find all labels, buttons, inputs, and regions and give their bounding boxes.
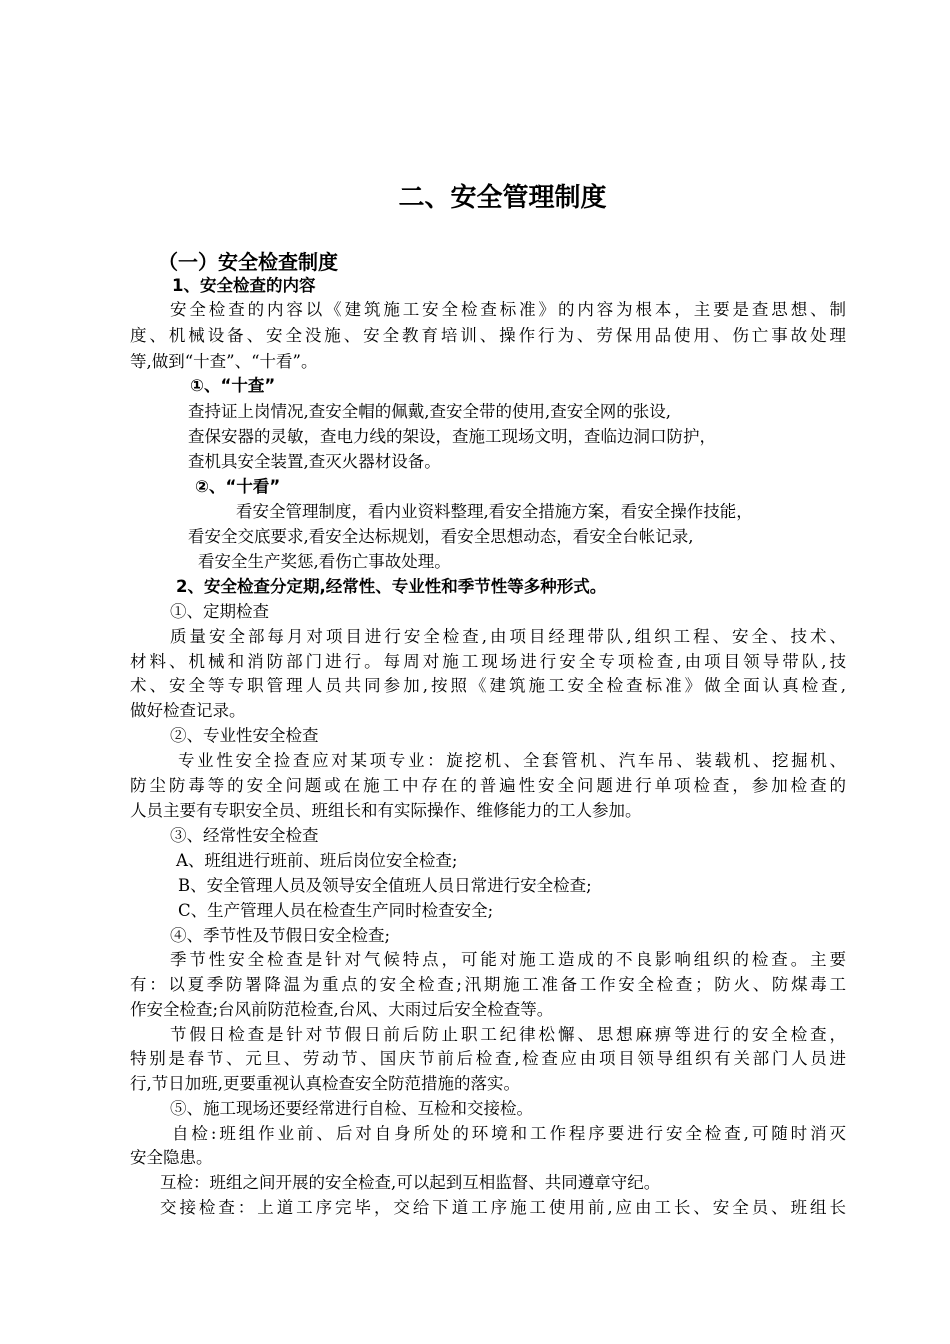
ten-looks-heading: ②、“十看” (195, 477, 281, 496)
ten-checks-line-2: 查保安器的灵敏，查电力线的架设，查施工现场文明，查临边洞口防护， (188, 427, 716, 446)
ten-checks-line-1: 查持证上岗情况,查安全帽的佩戴,查安全带的使用,查安全网的张设, (188, 402, 671, 421)
site-heading: ⑤、施工现场还要经常进行自检、互检和交接检。 (170, 1099, 533, 1118)
special-heading: ②、专业性安全检查 (170, 726, 319, 745)
seasonal-para-line-1: 季节性安全检查是针对气候特点，可能对施工造成的不良影响组织的检查。主要 (170, 950, 846, 969)
periodic-heading: ①、定期检查 (170, 602, 269, 621)
periodic-para-line-3: 术、安全等专职管理人员共同参加,按照《建筑施工安全检查标准》做全面认真检查, (130, 676, 846, 695)
regular-item-b: B、安全管理人员及领导安全值班人员日常进行安全检查; (178, 876, 592, 895)
self-check-line-2: 安全隐患。 (130, 1148, 213, 1167)
section-heading: （一）安全检查制度 (158, 250, 338, 274)
ten-looks-line-3: 看安全生产奖惩,看伤亡事故处理。 (198, 552, 451, 571)
special-para-line-2: 防尘防毒等的安全问题或在施工中存在的普遍性安全问题进行单项检查，参加检查的 (130, 776, 846, 795)
ten-checks-line-3: 查机具安全装置,查灭火器材设备。 (188, 452, 441, 471)
holiday-para-line-1: 节假日检查是针对节假日前后防止职工纪律松懈、思想麻痹等进行的安全检查， (170, 1025, 846, 1044)
holiday-para-line-2: 特别是春节、元旦、劳动节、国庆节前后检查,检查应由项目领导组织有关部门人员进 (130, 1049, 846, 1068)
item1-heading: 1、安全检查的内容 (172, 276, 316, 295)
seasonal-heading: ④、季节性及节假日安全检查; (170, 926, 391, 945)
seasonal-para-line-2: 有：以夏季防署降温为重点的安全检查;汛期施工准备工作安全检查；防火、防煤毒工 (130, 975, 846, 994)
mutual-check: 互检：班组之间开展的安全检查,可以起到互相监督、共同遵章守纪。 (160, 1173, 661, 1192)
regular-item-a: A、班组进行班前、班后岗位安全检查; (176, 851, 458, 870)
item1-para-line-3: 等,做到“十查”、“十看”。 (130, 352, 318, 371)
special-para-line-1: 专业性安全捡查应对某项专业：旋挖机、全套管机、汽车吊、装载机、挖掘机、 (178, 751, 846, 770)
item2-heading: 2、安全检查分定期,经常性、专业性和季节性等多种形式。 (176, 577, 607, 596)
item1-para-line-2: 度、机械设备、安全没施、安全教育培训、操作行为、劳保用品使用、伤亡事故处理 (130, 326, 846, 345)
handover-check: 交接检查：上道工序完毕，交给下道工序施工使用前,应由工长、安全员、班组长 (160, 1198, 846, 1217)
item1-para-line-1: 安全检查的内容以《建筑施工安全检查标准》的内容为根本，主要是查思想、制 (170, 300, 846, 319)
ten-looks-line-1: 看安全管理制度，看内业资料整理,看安全措施方案，看安全操作技能， (236, 502, 753, 521)
holiday-para-line-3: 行,节日加班,更要重视认真检查安全防范措施的落实。 (130, 1074, 520, 1093)
ten-checks-heading: ①、“十查” (190, 376, 276, 395)
regular-item-c: C、生产管理人员在检查生产同时检查安全; (178, 901, 494, 920)
regular-heading: ③、经常性安全检查 (170, 826, 319, 845)
periodic-para-line-4: 做好检查记录。 (130, 701, 246, 720)
periodic-para-line-1: 质量安全部每月对项目进行安全检查,由项目经理带队,组织工程、安全、技术、 (170, 627, 846, 646)
seasonal-para-line-3: 作安全检查;台风前防范检查,台风、大雨过后安全检查等。 (130, 1000, 554, 1019)
special-para-line-3: 人员主要有专职安全员、班组长和有实际操作、维修能力的工人参加。 (130, 801, 642, 820)
self-check-line-1: 自检:班组作业前、后对自身所处的环境和工作程序要进行安全检查,可随时消灭 (172, 1124, 846, 1143)
ten-looks-line-2: 看安全交底要求,看安全达标规划，看安全思想动态，看安全台帐记录, (188, 527, 694, 546)
periodic-para-line-2: 材料、机械和消防部门进行。每周对施工现场进行安全专项检查,由项目领导带队,技 (130, 652, 846, 671)
page-title: 二、安全管理制度 (398, 183, 607, 213)
